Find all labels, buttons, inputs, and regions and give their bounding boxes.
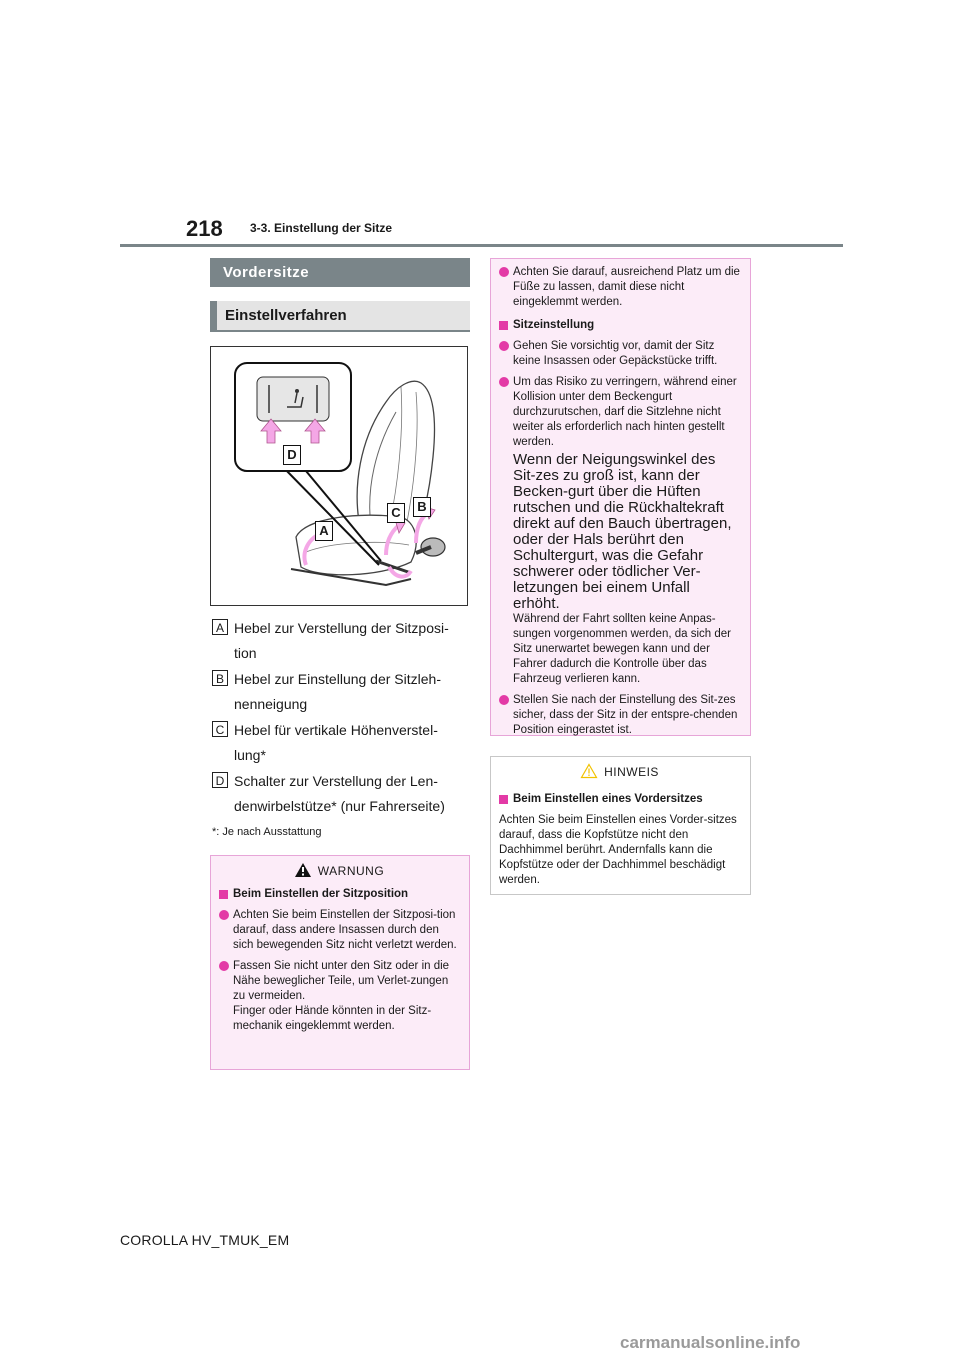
banner-front-seats: Vordersitze (210, 258, 470, 287)
banner-adjustment-procedure: Einstellverfahren (210, 301, 470, 332)
legend-text: tion (234, 645, 257, 661)
notice-text: Achten Sie beim Einstellen eines Vorder-sitzes darauf, dass die Kopfstütze nicht den Dachhimmel berührt. Andernfalls kann die Kopfstütze oder der Dachhimmel beschädigt werden. (499, 814, 737, 886)
legend-text: Hebel zur Einstellung der Sitzleh- (234, 671, 441, 687)
legend-item-a (212, 616, 472, 666)
warning-bullet-text: Finger oder Hände könnten in der Sitz-mechanik eingeklemmt werden. (233, 1005, 432, 1032)
notice-box (490, 756, 751, 895)
legend-key: A (212, 619, 228, 635)
square-bullet-icon (499, 795, 508, 804)
legend-item-b (212, 667, 472, 717)
seat-adjust-heading (499, 318, 740, 333)
warning-header (219, 862, 459, 879)
warning-bullet (219, 959, 459, 1034)
warning-bullet (499, 375, 740, 687)
circle-bullet-icon (499, 695, 509, 705)
warning-bullet (219, 908, 459, 953)
warning-emphasis-text: Wenn der Neigungswinkel des Sit-zes zu groß ist, kann der Becken-gurt über die Hüften rutschen und die Rückhaltekraft direkt auf den Bauch übertragen, oder der Hals berührt den Schultergurt, was die Gefahr schwerer oder tödlicher Ver-letzungen bei einem Unfall erhöht. (513, 451, 732, 612)
callout-label-d: D (283, 445, 301, 465)
notice-triangle-icon (580, 763, 598, 779)
callout-label-a: A (315, 521, 333, 541)
section-title: 3-3. Einstellung der Sitze (250, 221, 393, 235)
legend-text: denwirbelstütze* (nur Fahrerseite) (234, 798, 445, 814)
legend-list (212, 616, 472, 820)
notice-header (499, 763, 740, 780)
warning-bullet-text: Stellen Sie nach der Einstellung des Sit-zes sicher, dass der Sitz in der entspre-chenden Position eingerastet ist. (513, 694, 738, 736)
warning-heading-text: Beim Einstellen der Sitzposition (233, 888, 409, 900)
legend-item-d (212, 769, 472, 819)
warning-bullet-text: Gehen Sie vorsichtig vor, damit der Sitz keine Insassen oder Gepäckstücke trifft. (513, 340, 718, 367)
square-bullet-icon (219, 890, 228, 899)
warning-title: WARNUNG (317, 864, 385, 878)
seat-illustration (210, 346, 468, 606)
seat-adjust-heading-text: Sitzeinstellung (513, 319, 595, 331)
warning-triangle-icon (294, 862, 312, 878)
warning-continued-box (490, 258, 751, 736)
notice-heading-text: Beim Einstellen eines Vordersitzes (513, 793, 703, 805)
header-rule (120, 244, 843, 247)
warning-bullet-text: Fassen Sie nicht unter den Sitz oder in die Nähe beweglicher Teile, um Verlet-zungen zu vermeiden. (233, 960, 450, 1002)
warning-bullet (499, 339, 740, 369)
callout-label-c: C (387, 503, 405, 523)
circle-bullet-icon (219, 961, 229, 971)
legend-text: nenneigung (234, 696, 308, 712)
circle-bullet-icon (499, 377, 509, 387)
legend-key: D (212, 772, 228, 788)
warning-bullet-text: Während der Fahrt sollten keine Anpas-sungen vorgenommen werden, da sich der Sitz unerwartet bewegen kann und der Fahrer dadurch die Kontrolle über das Fahrzeug verlieren kann. (513, 613, 731, 685)
legend-text: Hebel für vertikale Höhenverstel- (234, 722, 438, 738)
circle-bullet-icon (499, 341, 509, 351)
notice-heading (499, 792, 740, 807)
warning-bullet (499, 265, 740, 310)
legend-text: Hebel zur Verstellung der Sitzposi- (234, 620, 449, 636)
warning-box (210, 855, 470, 1070)
warning-heading (219, 887, 459, 902)
legend-item-c (212, 718, 472, 768)
circle-bullet-icon (219, 910, 229, 920)
circle-bullet-icon (499, 267, 509, 277)
legend-text: lung* (234, 747, 266, 763)
seat-drawing (211, 347, 467, 605)
page-number: 218 (186, 216, 223, 241)
footnote: *: Je nach Ausstattung (212, 826, 322, 838)
warning-bullet (499, 693, 740, 738)
callout-label-b: B (413, 497, 431, 517)
watermark: carmanualsonline.info (620, 1333, 801, 1352)
square-bullet-icon (499, 321, 508, 330)
legend-key: C (212, 721, 228, 737)
warning-bullet-text: Achten Sie darauf, ausreichend Platz um die Füße zu lassen, damit diese nicht eingeklemmt werden. (513, 266, 740, 308)
legend-text: Schalter zur Verstellung der Len- (234, 773, 438, 789)
notice-title: HINWEIS (604, 765, 659, 779)
footer-model-code: COROLLA HV_TMUK_EM (120, 1232, 290, 1248)
warning-bullet-text: Um das Risiko zu verringern, während einer Kollision unter dem Beckengurt durchzurutschen, darf die Sitzlehne nicht weiter als erforderlich nach hinten gestellt werden. (513, 376, 737, 448)
warning-bullet-text: Achten Sie beim Einstellen der Sitzposi-tion darauf, dass andere Insassen durch den sich bewegenden Sitz nicht verletzt werden. (233, 909, 457, 951)
legend-key: B (212, 670, 228, 686)
